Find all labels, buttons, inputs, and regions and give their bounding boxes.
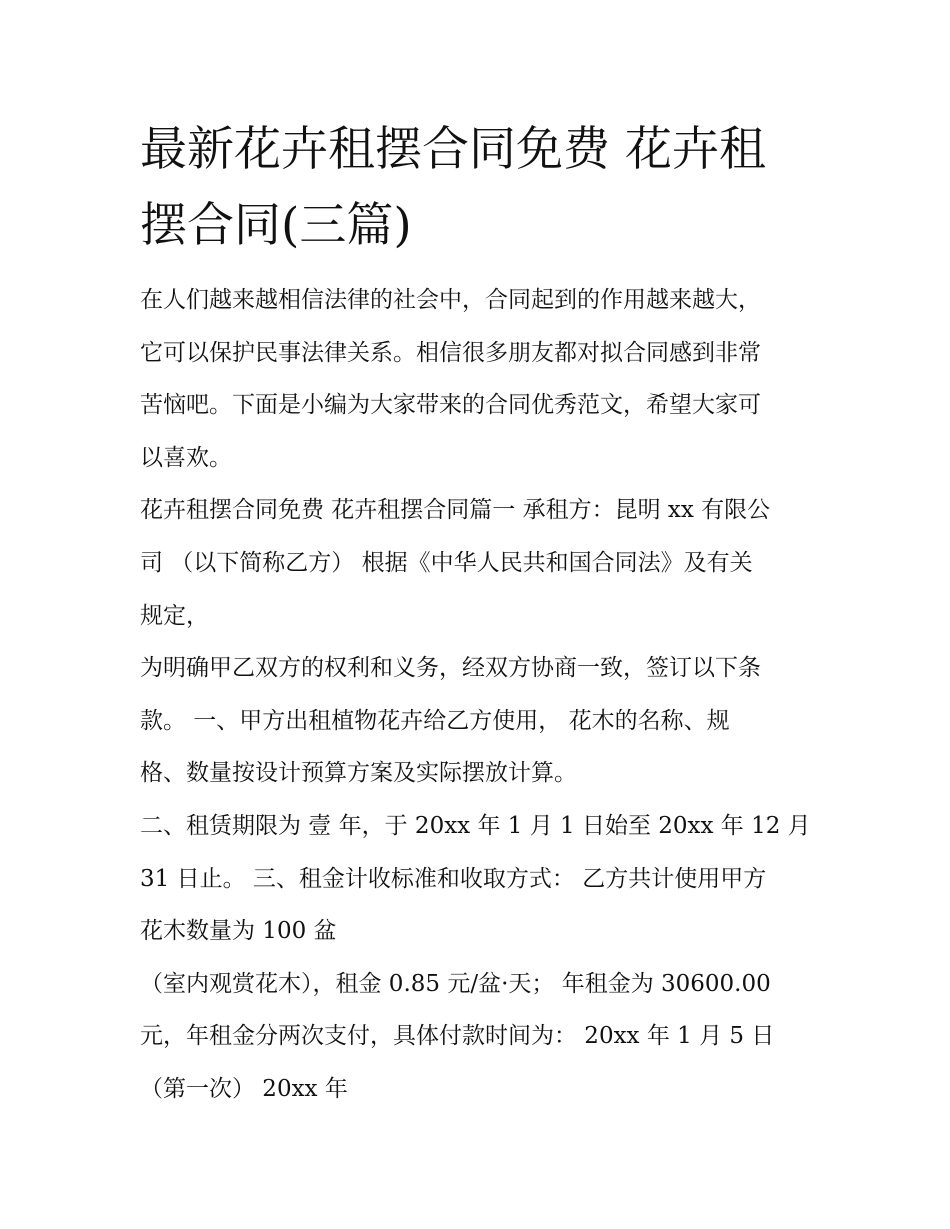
paragraph-clause-1 [140, 642, 820, 800]
title-line-1: 最新花卉租摆合同免费 花卉租 [140, 122, 766, 177]
text-line: 苦恼吧。下面是小编为大家带来的合同优秀范文，希望大家可 [140, 392, 761, 419]
text-line: 花卉租摆合同免费 花卉租摆合同篇一 承租方：昆明 xx 有限公 [140, 497, 771, 524]
text-line: （室内观赏花木），租金 0.85 元/盆·天； 年租金为 30600.00 [140, 970, 771, 997]
text-line: 为明确甲乙双方的权利和义务，经双方协商一致，签订以下条 [140, 655, 761, 682]
text-line: 司 （以下简称乙方） 根据《中华人民共和国合同法》及有关 [140, 549, 753, 576]
text-line: 二、租赁期限为 壹 年，于 20xx 年 1 月 1 日始至 20xx 年 12 月 [140, 812, 811, 839]
text-line: 花木数量为 100 盆 [140, 918, 337, 945]
paragraph-clause-2-3 [140, 800, 820, 958]
text-line: 在人们越来越相信法律的社会中，合同起到的作用越来越大， [140, 287, 761, 313]
text-line: 元，年租金分两次支付，具体付款时间为： 20xx 年 1 月 5 日 [140, 1023, 775, 1050]
text-line: 规定， [140, 602, 209, 629]
text-line: 31 日止。 三、租金计收标准和收取方式： 乙方共计使用甲方 [140, 865, 767, 892]
text-line: （第一次） 20xx 年 [140, 1075, 348, 1102]
document-body [140, 274, 820, 1116]
text-line: 以喜欢。 [140, 444, 232, 471]
text-line: 它可以保护民事法律关系。相信很多朋友都对拟合同感到非常 [140, 339, 761, 366]
paragraph-rent-terms [140, 958, 820, 1116]
text-line: 款。 一、甲方出租植物花卉给乙方使用， 花木的名称、规 [140, 707, 730, 734]
paragraph-intro [140, 274, 820, 484]
paragraph-contract-parties [140, 484, 820, 642]
title-line-2: 摆合同(三篇) [140, 198, 412, 253]
text-line: 格、数量按设计预算方案及实际摆放计算。 [140, 760, 577, 787]
document-title [140, 112, 820, 264]
